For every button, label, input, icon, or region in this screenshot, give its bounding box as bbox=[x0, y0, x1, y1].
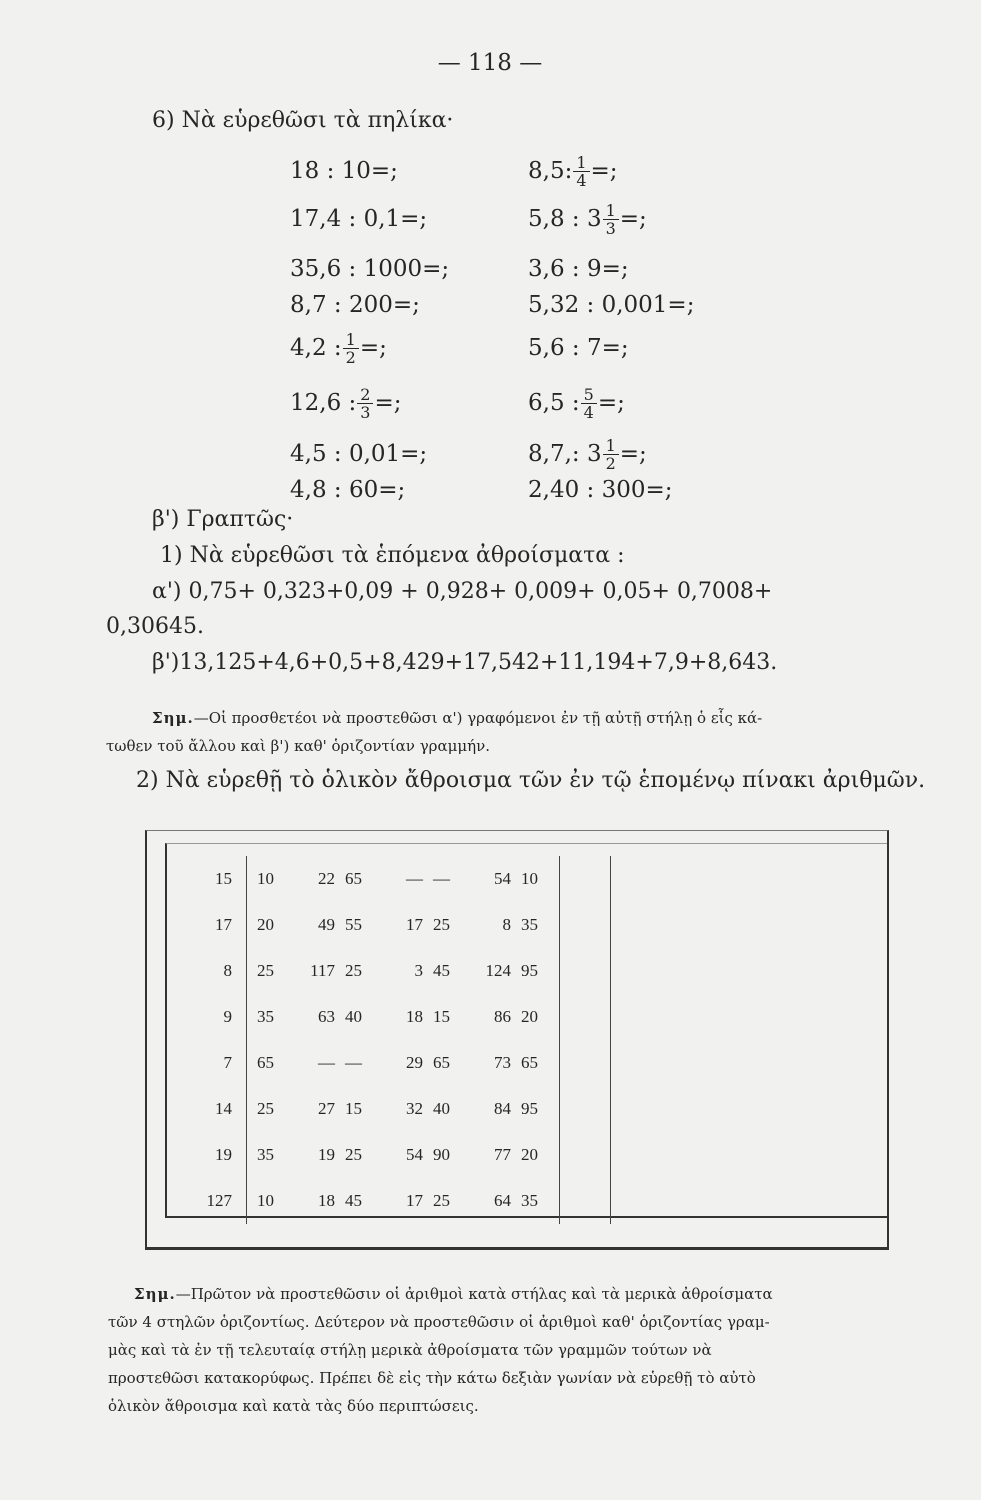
table-cell: 65 bbox=[521, 1053, 538, 1072]
table-cell: 18 bbox=[318, 1191, 335, 1210]
item-2-instruction: 2) Νὰ εὑρεθῇ τὸ ὁλικὸν ἄθροισμα τῶν ἐν τῷ ἑπομένῳ πίνακι ἀριθμῶν. bbox=[136, 768, 926, 793]
table-cell: — bbox=[318, 1053, 335, 1072]
table-cell: 20 bbox=[521, 1145, 538, 1164]
table-row bbox=[168, 1040, 641, 1086]
table-cell: 27 bbox=[318, 1099, 335, 1118]
table-cell: 25 bbox=[433, 915, 450, 934]
empty-sum-column bbox=[611, 948, 642, 994]
table-cell: 18 bbox=[406, 1007, 423, 1026]
table-row bbox=[168, 902, 641, 948]
note-2-line: ὁλικὸν ἄθροισμα καὶ κατὰ τὰς δύο περιπτώσεις. bbox=[108, 1397, 479, 1415]
table-cell: 127 bbox=[168, 1178, 247, 1224]
sum-b: β')13,125+4,6+0,5+8,429+17,542+11,194+7,9+8,643. bbox=[152, 650, 778, 675]
table-cell: 84 bbox=[494, 1099, 511, 1118]
note-2-text: —Πρῶτον νὰ προστεθῶσιν οἱ ἀριθμοὶ κατὰ στήλας καὶ τὰ μερικὰ ἀθροίσματα bbox=[175, 1285, 773, 1303]
table-cell: 25 bbox=[257, 961, 274, 980]
fraction-denominator: 3 bbox=[360, 402, 371, 422]
table-cell: 73 bbox=[494, 1053, 511, 1072]
table-cell: 45 bbox=[345, 1191, 362, 1210]
exercise-right bbox=[528, 200, 647, 238]
table-cell: 35 bbox=[257, 1145, 274, 1164]
fraction-denominator: 2 bbox=[345, 347, 356, 367]
table-cell: 90 bbox=[433, 1145, 450, 1164]
exercise-left bbox=[290, 254, 449, 284]
exercise-right bbox=[528, 435, 647, 473]
table-cell: 20 bbox=[521, 1007, 538, 1026]
table-cell: 8 bbox=[168, 948, 247, 994]
fraction-numerator: 2 bbox=[357, 386, 373, 404]
table-cell: 17 bbox=[168, 902, 247, 948]
table-cell: — bbox=[345, 1053, 362, 1072]
numbers-table bbox=[168, 856, 641, 1224]
empty-sum-column bbox=[560, 1178, 611, 1224]
fraction-numerator: 1 bbox=[573, 154, 589, 172]
table-cell: 25 bbox=[433, 1191, 450, 1210]
table-cell: 65 bbox=[257, 1053, 274, 1072]
table-row bbox=[168, 856, 641, 902]
empty-sum-column bbox=[611, 902, 642, 948]
note-2-label: Σημ. bbox=[134, 1285, 176, 1303]
table-cell: 8 bbox=[502, 915, 511, 934]
exercise-left bbox=[290, 204, 427, 234]
table-cell: 15 bbox=[345, 1099, 362, 1118]
table-cell: 22 bbox=[318, 869, 335, 888]
table-cell: 117 bbox=[310, 961, 335, 980]
table-cell: 45 bbox=[433, 961, 450, 980]
table-cell: 40 bbox=[433, 1099, 450, 1118]
table-cell: 25 bbox=[345, 961, 362, 980]
table-cell: 15 bbox=[433, 1007, 450, 1026]
table-cell: 19 bbox=[168, 1132, 247, 1178]
table-cell: 65 bbox=[345, 869, 362, 888]
note-1-label: Σημ. bbox=[152, 709, 194, 727]
table-cell: 63 bbox=[318, 1007, 335, 1026]
table-cell: 10 bbox=[521, 869, 538, 888]
exercise-equals: =; bbox=[619, 206, 647, 232]
table-cell: 25 bbox=[345, 1145, 362, 1164]
table-cell: — bbox=[433, 869, 450, 888]
fraction bbox=[581, 386, 597, 421]
exercise-text: 12,6 : bbox=[290, 390, 357, 416]
table-cell: 10 bbox=[257, 1191, 274, 1210]
exercise-equals: =; bbox=[597, 390, 625, 416]
fraction bbox=[573, 154, 589, 189]
note-1-text: —Οἱ προσθετέοι νὰ προστεθῶσι α') γραφόμενοι ἐν τῇ αὐτῇ στήλῃ ὁ εἷς κά- bbox=[193, 709, 763, 727]
exercise-left bbox=[290, 475, 405, 505]
table-cell: 10 bbox=[257, 869, 274, 888]
page-number: — 118 — bbox=[437, 50, 543, 76]
table-cell: 49 bbox=[318, 915, 335, 934]
empty-sum-column bbox=[611, 1178, 642, 1224]
exercise-text: 8,7 : 200=; bbox=[290, 292, 420, 318]
table-cell: 124 bbox=[485, 961, 511, 980]
table-cell: 17 bbox=[406, 1191, 423, 1210]
fraction-denominator: 4 bbox=[583, 402, 594, 422]
table-cell: 29 bbox=[406, 1053, 423, 1072]
empty-sum-column bbox=[560, 1040, 611, 1086]
sum-a: α') 0,75+ 0,323+0,09 + 0,928+ 0,009+ 0,05+ 0,7008+ bbox=[152, 579, 773, 604]
exercise-equals: =; bbox=[359, 335, 387, 361]
table-row bbox=[168, 994, 641, 1040]
table-cell: 20 bbox=[257, 915, 274, 934]
exercise-equals: =; bbox=[619, 441, 647, 467]
table-cell: 25 bbox=[257, 1099, 274, 1118]
table-row bbox=[168, 1132, 641, 1178]
exercise-right bbox=[528, 254, 629, 284]
section-b-heading: β') Γραπτῶς· bbox=[152, 507, 294, 532]
table-cell: 65 bbox=[433, 1053, 450, 1072]
table-cell: 54 bbox=[494, 869, 511, 888]
table-cell: 40 bbox=[345, 1007, 362, 1026]
table-cell: 14 bbox=[168, 1086, 247, 1132]
exercise-right bbox=[528, 290, 694, 320]
note-1 bbox=[106, 704, 922, 760]
exercise-left bbox=[290, 290, 420, 320]
empty-sum-column bbox=[611, 994, 642, 1040]
fraction-numerator: 5 bbox=[581, 386, 597, 404]
table-cell: 95 bbox=[521, 961, 538, 980]
note-2-line: μὰς καὶ τὰ ἐν τῇ τελευταίᾳ στήλῃ μερικὰ ἀθροίσματα τῶν γραμμῶν τούτων νὰ bbox=[108, 1341, 712, 1359]
table-cell: 86 bbox=[494, 1007, 511, 1026]
exercise-right bbox=[528, 475, 673, 505]
table-cell: 55 bbox=[345, 915, 362, 934]
exercise-text: 2,40 : 300=; bbox=[528, 477, 673, 503]
exercise-text: 8,7,: 3 bbox=[528, 441, 602, 467]
table-cell: 35 bbox=[521, 915, 538, 934]
empty-sum-column bbox=[611, 1086, 642, 1132]
table-row bbox=[168, 1086, 641, 1132]
sum-a-continuation: 0,30645. bbox=[106, 614, 204, 639]
fraction bbox=[603, 202, 619, 237]
exercise-text: 5,8 : 3 bbox=[528, 206, 602, 232]
empty-sum-column bbox=[560, 902, 611, 948]
exercise-text: 35,6 : 1000=; bbox=[290, 256, 450, 282]
empty-sum-column bbox=[611, 856, 642, 902]
table-cell: 17 bbox=[406, 915, 423, 934]
empty-sum-column bbox=[560, 994, 611, 1040]
exercise-equals: =; bbox=[374, 390, 402, 416]
exercise-right bbox=[528, 384, 625, 422]
fraction-numerator: 1 bbox=[603, 202, 619, 220]
table-cell: 7 bbox=[168, 1040, 247, 1086]
fraction bbox=[357, 386, 373, 421]
table-cell: — bbox=[406, 869, 423, 888]
exercise-text: 18 : 10=; bbox=[290, 158, 398, 184]
exercise-left bbox=[290, 156, 398, 186]
section-6-heading: 6) Νὰ εὑρεθῶσι τὰ πηλίκα· bbox=[152, 108, 454, 133]
empty-sum-column bbox=[560, 1086, 611, 1132]
fraction-numerator: 1 bbox=[603, 437, 619, 455]
fraction-denominator: 4 bbox=[576, 170, 587, 190]
table-cell: 9 bbox=[168, 994, 247, 1040]
empty-sum-column bbox=[560, 856, 611, 902]
empty-sum-column bbox=[611, 1132, 642, 1178]
table-row bbox=[168, 948, 641, 994]
table-cell: 32 bbox=[406, 1099, 423, 1118]
fraction bbox=[343, 331, 359, 366]
exercise-text: 6,5 : bbox=[528, 390, 580, 416]
exercise-text: 4,2 : bbox=[290, 335, 342, 361]
fraction bbox=[603, 437, 619, 472]
table-cell: 19 bbox=[318, 1145, 335, 1164]
fraction-denominator: 3 bbox=[605, 218, 616, 238]
exercise-text: 4,5 : 0,01=; bbox=[290, 441, 428, 467]
exercise-left bbox=[290, 329, 387, 367]
exercise-right bbox=[528, 152, 618, 190]
note-2 bbox=[108, 1280, 934, 1420]
table-cell: 35 bbox=[257, 1007, 274, 1026]
table-row bbox=[168, 1178, 641, 1224]
exercise-text: 3,6 : 9=; bbox=[528, 256, 629, 282]
note-2-line: προστεθῶσι κατακορύφως. Πρέπει δὲ εἰς τὴν κάτω δεξιὰν γωνίαν νὰ εὑρεθῇ τὸ αὐτὸ bbox=[108, 1369, 756, 1387]
fraction-numerator: 1 bbox=[343, 331, 359, 349]
table-cell: 95 bbox=[521, 1099, 538, 1118]
exercise-text: 5,32 : 0,001=; bbox=[528, 292, 695, 318]
exercise-text: 4,8 : 60=; bbox=[290, 477, 406, 503]
note-1-continuation: τωθεν τοῦ ἄλλου καὶ β') καθ' ὁριζοντίαν γραμμήν. bbox=[106, 737, 490, 755]
table-cell: 64 bbox=[494, 1191, 511, 1210]
table-cell: 77 bbox=[494, 1145, 511, 1164]
exercise-right bbox=[528, 333, 629, 363]
exercise-text: 8,5: bbox=[528, 158, 573, 184]
table-cell: 15 bbox=[168, 856, 247, 902]
empty-sum-column bbox=[560, 1132, 611, 1178]
exercise-equals: =; bbox=[590, 158, 618, 184]
exercise-left bbox=[290, 439, 427, 469]
table-cell: 54 bbox=[406, 1145, 423, 1164]
exercise-left bbox=[290, 384, 402, 422]
note-2-line: τῶν 4 στηλῶν ὁριζοντίως. Δεύτερον νὰ προστεθῶσιν οἱ ἀριθμοὶ καθ' ὁριζοντίας γραμ- bbox=[108, 1313, 770, 1331]
item-1-instruction: 1) Νὰ εὑρεθῶσι τὰ ἑπόμενα ἀθροίσματα : bbox=[160, 543, 625, 568]
table-cell: 3 bbox=[414, 961, 423, 980]
exercise-text: 17,4 : 0,1=; bbox=[290, 206, 428, 232]
fraction-denominator: 2 bbox=[605, 453, 616, 473]
table-cell: 35 bbox=[521, 1191, 538, 1210]
exercise-text: 5,6 : 7=; bbox=[528, 335, 629, 361]
empty-sum-column bbox=[611, 1040, 642, 1086]
empty-sum-column bbox=[560, 948, 611, 994]
